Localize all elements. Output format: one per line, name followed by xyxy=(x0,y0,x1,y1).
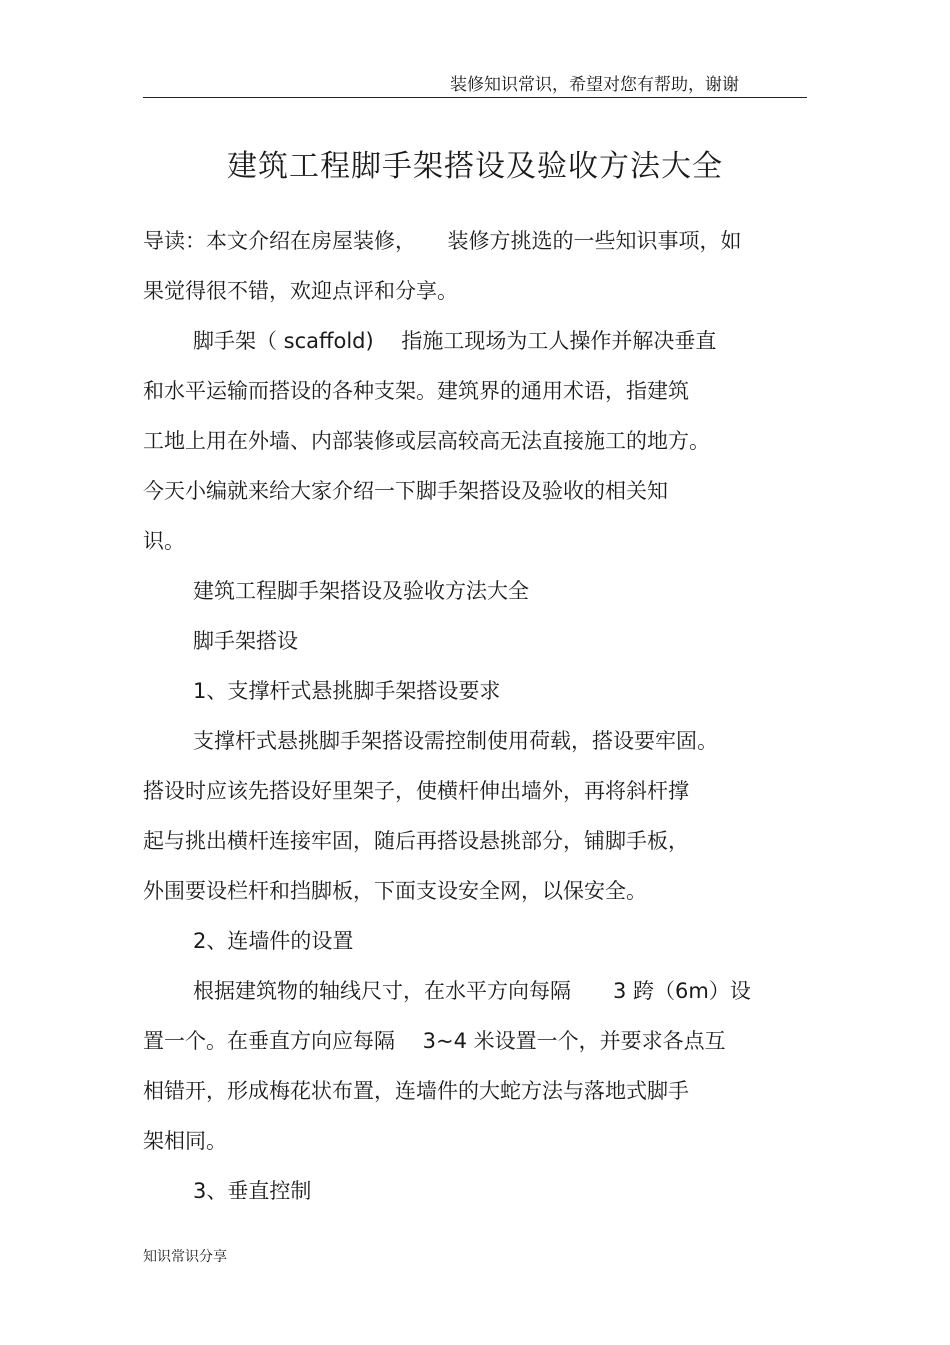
header-text: 装修知识常识，希望对您有帮助，谢谢 xyxy=(450,75,739,95)
body-line: 脚手架（ scaffold) 指施工现场为工人操作并解决垂直 xyxy=(193,329,717,353)
body-line: 工地上用在外墙、内部装修或层高较高无法直接施工的地方。 xyxy=(143,429,710,453)
header-divider xyxy=(143,97,807,98)
body-line: 和水平运输而搭设的各种支架。建筑界的通用术语，指建筑 xyxy=(143,379,689,403)
body-line: 支撑杆式悬挑脚手架搭设需控制使用荷载，搭设要牢固。 xyxy=(193,729,718,753)
section-heading: 脚手架搭设 xyxy=(193,629,298,653)
section-heading: 建筑工程脚手架搭设及验收方法大全 xyxy=(193,579,529,603)
body-line: 根据建筑物的轴线尺寸，在水平方向每隔 3 跨（6m）设 xyxy=(193,979,751,1003)
body-line: 置一个。在垂直方向应每隔 3~4 米设置一个，并要求各点互 xyxy=(143,1029,726,1053)
body-line: 架相同。 xyxy=(143,1129,227,1153)
body-line: 果觉得很不错，欢迎点评和分享。 xyxy=(143,279,458,303)
subsection-heading: 3、垂直控制 xyxy=(193,1179,312,1203)
document-title: 建筑工程脚手架搭设及验收方法大全 xyxy=(227,149,723,184)
body-line: 相错开，形成梅花状布置，连墙件的大蛇方法与落地式脚手 xyxy=(143,1079,689,1103)
subsection-heading: 1、支撑杆式悬挑脚手架搭设要求 xyxy=(193,679,501,703)
page-footer: 知识常识分享 xyxy=(143,1249,227,1265)
body-line: 起与挑出横杆连接牢固，随后再搭设悬挑部分，铺脚手板， xyxy=(143,829,689,853)
body-line: 识。 xyxy=(143,529,185,553)
subsection-heading: 2、连墙件的设置 xyxy=(193,929,354,953)
body-line: 导读：本文介绍在房屋装修， 装修方挑选的一些知识事项，如 xyxy=(143,229,742,253)
body-line: 今天小编就来给大家介绍一下脚手架搭设及验收的相关知 xyxy=(143,479,668,503)
body-line: 搭设时应该先搭设好里架子，使横杆伸出墙外，再将斜杆撑 xyxy=(143,779,689,803)
body-line: 外围要设栏杆和挡脚板，下面支设安全网，以保安全。 xyxy=(143,879,647,903)
